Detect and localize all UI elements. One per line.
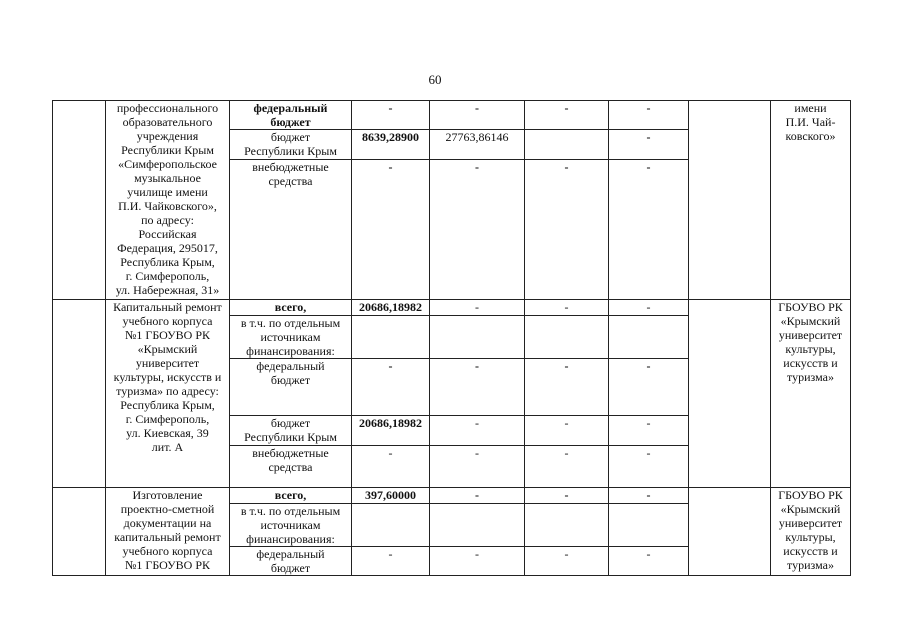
year1-cell — [430, 316, 525, 359]
executor-cell: ГБОУВО РК «Крымский университет культуры, искусств и туризма» — [771, 488, 851, 576]
year2-cell: - — [525, 300, 609, 316]
source-cell: всего, — [230, 488, 352, 504]
total-cell: - — [352, 446, 430, 488]
year3-cell: - — [609, 488, 689, 504]
table-row — [53, 300, 851, 316]
year1-cell — [430, 504, 525, 547]
year1-cell: - — [430, 488, 525, 504]
number-cell — [53, 488, 106, 576]
total-cell — [352, 316, 430, 359]
year2-cell: - — [525, 547, 609, 576]
source-cell: бюджет Республики Крым — [230, 416, 352, 446]
year2-cell — [525, 130, 609, 160]
source-cell: в т.ч. по отдельным источникам финансирования: — [230, 316, 352, 359]
year2-cell: - — [525, 446, 609, 488]
object-cell: профессионального образовательного учреждения Республики Крым «Симферопольское музыкальное училище имени П.И. Чайковского», по адресу: Российская Федерация, 295017, Республика Крым, г. Симферополь, ул. Набережная, 31» — [106, 101, 230, 300]
total-cell: 8639,28900 — [352, 130, 430, 160]
table-row — [53, 488, 851, 504]
total-cell: - — [352, 101, 430, 130]
total-cell: - — [352, 547, 430, 576]
year1-cell: - — [430, 300, 525, 316]
year1-cell: - — [430, 160, 525, 300]
year1-cell: - — [430, 359, 525, 416]
year3-cell — [609, 504, 689, 547]
note-cell — [689, 300, 771, 488]
year2-cell: - — [525, 101, 609, 130]
year3-cell: - — [609, 160, 689, 300]
year2-cell: - — [525, 160, 609, 300]
year2-cell: - — [525, 359, 609, 416]
year3-cell: - — [609, 130, 689, 160]
year3-cell: - — [609, 416, 689, 446]
year3-cell — [609, 316, 689, 359]
note-cell — [689, 488, 771, 576]
source-cell: федеральный бюджет — [230, 547, 352, 576]
year1-cell: - — [430, 101, 525, 130]
page-number: 60 — [428, 72, 442, 87]
total-cell: 397,60000 — [352, 488, 430, 504]
object-cell: Капитальный ремонт учебного корпуса №1 ГБОУВО РК «Крымский университет культуры, искусств и туризма» по адресу: Республика Крым, г. Симферополь, ул. Киевская, 39 лит. А — [106, 300, 230, 488]
source-cell: федеральный бюджет — [230, 359, 352, 416]
source-cell: федеральный бюджет — [230, 101, 352, 130]
total-cell — [352, 504, 430, 547]
year2-cell — [525, 504, 609, 547]
year1-cell: - — [430, 446, 525, 488]
budget-table-sheet — [52, 100, 851, 576]
note-cell — [689, 101, 771, 300]
number-cell — [53, 101, 106, 300]
executor-cell: ГБОУВО РК «Крымский университет культуры, искусств и туризма» — [771, 300, 851, 488]
year3-cell: - — [609, 446, 689, 488]
year1-cell: - — [430, 416, 525, 446]
total-cell: - — [352, 359, 430, 416]
budget-table — [52, 100, 851, 576]
executor-cell: имени П.И. Чай- ковского» — [771, 101, 851, 300]
year2-cell: - — [525, 488, 609, 504]
number-cell — [53, 300, 106, 488]
year1-cell: - — [430, 547, 525, 576]
year2-cell: - — [525, 416, 609, 446]
total-cell: - — [352, 160, 430, 300]
year3-cell: - — [609, 101, 689, 130]
source-cell: в т.ч. по отдельным источникам финансирования: — [230, 504, 352, 547]
year3-cell: - — [609, 547, 689, 576]
total-cell: 20686,18982 — [352, 300, 430, 316]
source-cell: всего, — [230, 300, 352, 316]
total-cell: 20686,18982 — [352, 416, 430, 446]
year3-cell: - — [609, 300, 689, 316]
source-cell: бюджет Республики Крым — [230, 130, 352, 160]
object-cell: Изготовление проектно-сметной документации на капитальный ремонт учебного корпуса №1 ГБОУВО РК — [106, 488, 230, 576]
source-cell: внебюджетные средства — [230, 446, 352, 488]
table-row — [53, 101, 851, 130]
source-cell: внебюджетные средства — [230, 160, 352, 300]
year3-cell: - — [609, 359, 689, 416]
year1-cell: 27763,86146 — [430, 130, 525, 160]
year2-cell — [525, 316, 609, 359]
